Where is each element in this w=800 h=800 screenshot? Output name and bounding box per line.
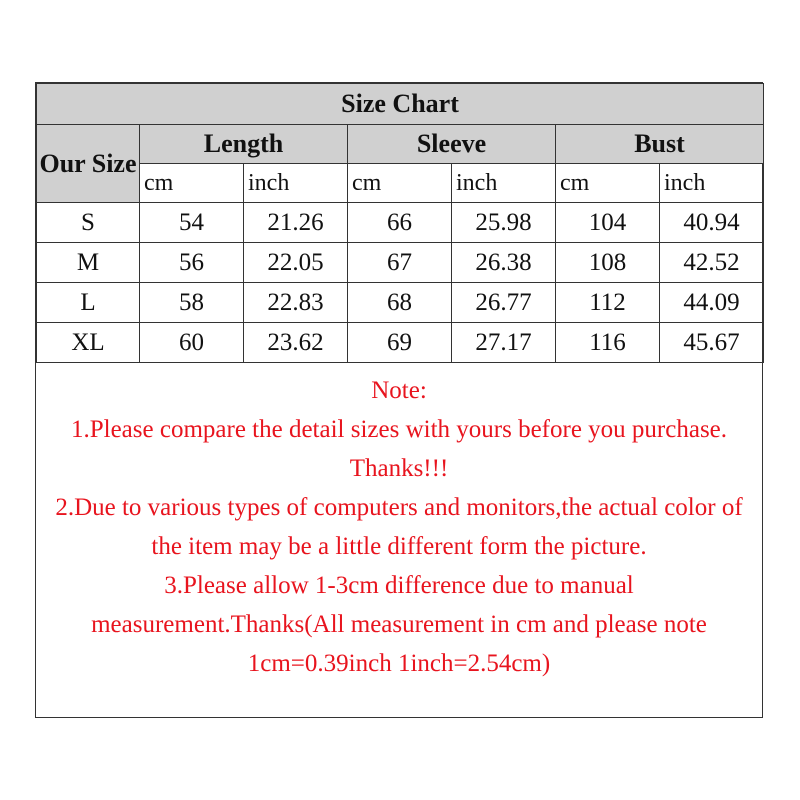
table-row bbox=[37, 203, 764, 243]
value-cell: 25.98 bbox=[452, 203, 556, 243]
value-cell: 66 bbox=[348, 203, 452, 243]
value-cell: 22.05 bbox=[244, 243, 348, 283]
unit-cell: inch bbox=[244, 164, 348, 203]
size-cell: XL bbox=[37, 323, 140, 363]
table-row bbox=[37, 323, 764, 363]
value-cell: 58 bbox=[140, 283, 244, 323]
value-cell: 21.26 bbox=[244, 203, 348, 243]
value-cell: 67 bbox=[348, 243, 452, 283]
value-cell: 45.67 bbox=[660, 323, 764, 363]
value-cell: 26.77 bbox=[452, 283, 556, 323]
unit-cell: cm bbox=[556, 164, 660, 203]
value-cell: 69 bbox=[348, 323, 452, 363]
chart-title: Size Chart bbox=[37, 84, 764, 125]
our-size-header: Our Size bbox=[37, 125, 140, 203]
table-row bbox=[37, 283, 764, 323]
value-cell: 27.17 bbox=[452, 323, 556, 363]
size-cell: L bbox=[37, 283, 140, 323]
value-cell: 116 bbox=[556, 323, 660, 363]
note-heading: Note: bbox=[371, 377, 427, 404]
value-cell: 44.09 bbox=[660, 283, 764, 323]
value-cell: 23.62 bbox=[244, 323, 348, 363]
value-cell: 26.38 bbox=[452, 243, 556, 283]
value-cell: 56 bbox=[140, 243, 244, 283]
value-cell: 104 bbox=[556, 203, 660, 243]
unit-cell: inch bbox=[660, 164, 764, 203]
value-cell: 112 bbox=[556, 283, 660, 323]
note-item: 1.Please compare the detail sizes with yours before you purchase. Thanks!!! bbox=[70, 416, 728, 482]
value-cell: 22.83 bbox=[244, 283, 348, 323]
note-item: 2.Due to various types of computers and monitors,the actual color of the item may be a little different form the picture. bbox=[55, 494, 743, 560]
sleeve-header: Sleeve bbox=[348, 125, 556, 164]
value-cell: 108 bbox=[556, 243, 660, 283]
length-header: Length bbox=[140, 125, 348, 164]
value-cell: 40.94 bbox=[660, 203, 764, 243]
table-row bbox=[37, 243, 764, 283]
size-chart bbox=[35, 82, 763, 718]
note-item: 3.Please allow 1-3cm difference due to manual measurement.Thanks(All measurement in cm and please note 1cm=0.39inch 1inch=2.54cm) bbox=[91, 572, 707, 677]
value-cell: 68 bbox=[348, 283, 452, 323]
bust-header: Bust bbox=[556, 125, 764, 164]
unit-cell: cm bbox=[348, 164, 452, 203]
notes-section bbox=[36, 363, 762, 683]
size-table bbox=[36, 83, 764, 363]
value-cell: 42.52 bbox=[660, 243, 764, 283]
value-cell: 60 bbox=[140, 323, 244, 363]
value-cell: 54 bbox=[140, 203, 244, 243]
unit-cell: cm bbox=[140, 164, 244, 203]
size-cell: M bbox=[37, 243, 140, 283]
size-cell: S bbox=[37, 203, 140, 243]
unit-cell: inch bbox=[452, 164, 556, 203]
